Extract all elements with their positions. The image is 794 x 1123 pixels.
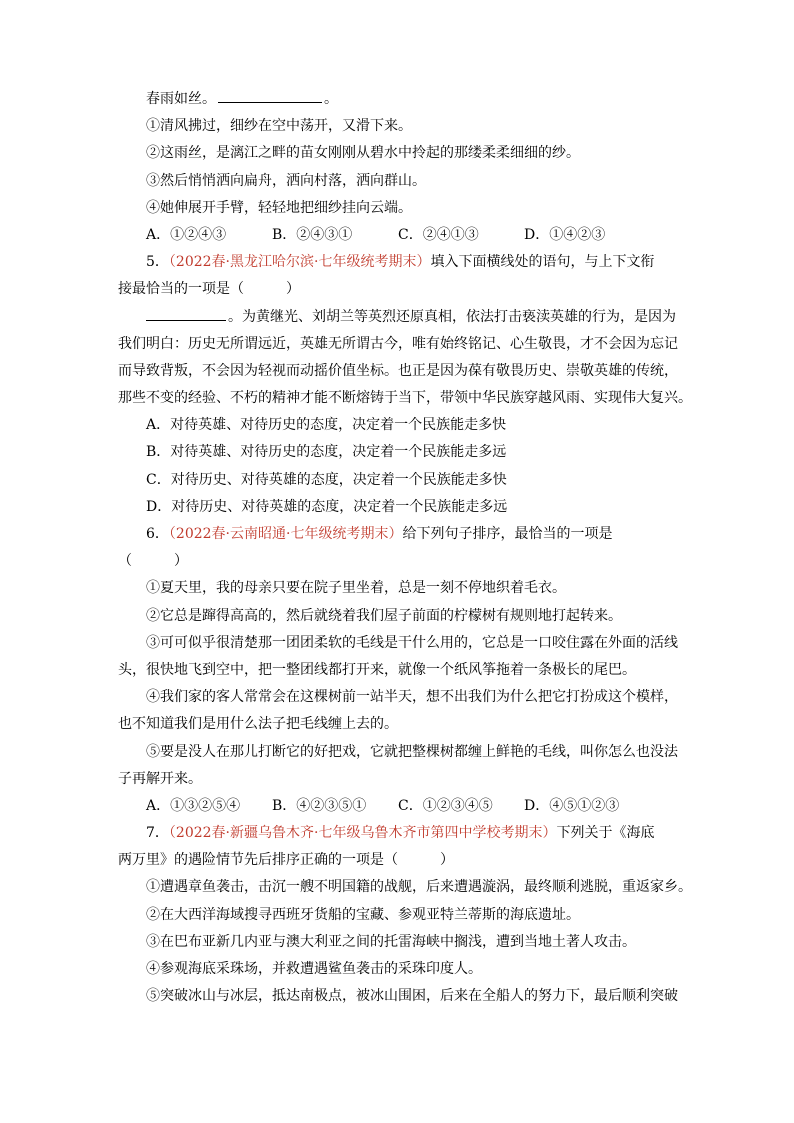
q7-line-1: ①遭遇章鱼袭击，击沉一艘不明国籍的战舰，后来遭遇漩涡，最终顺利逃脱，重返家乡。 — [146, 879, 692, 896]
q6-line-5: ④我们家的客人常常会在这棵树前一站半天，想不出我们为什么把它打扮成这个模样， — [146, 689, 678, 706]
q7-prompt-cont: 两万里》的遇险情节先后排序正确的一项是（ ） — [118, 852, 454, 869]
q6-line-8: 子再解开来。 — [118, 770, 202, 787]
answer-blank — [218, 87, 322, 103]
q6-option-a: A．①③②⑤④ — [146, 797, 241, 814]
q5-passage-1: 。为黄继光、刘胡兰等英烈还原真相，依法打击亵渎英雄的行为，是因为 — [118, 304, 684, 331]
q4-sentence-1: ①清风拂过，细纱在空中荡开，又滑下来。 — [146, 118, 412, 135]
q4-option-d: D．①④②③ — [524, 226, 606, 243]
answer-blank — [146, 305, 226, 321]
q4-options — [118, 222, 684, 249]
q4-sentence-4: ④她伸展开手臂，轻轻地把细纱挂向云端。 — [146, 199, 412, 216]
q6-option-b: B．④②③⑤① — [272, 797, 367, 814]
q6-line-1: ①夏天里，我的母亲只要在院子里坐着，总是一刻不停地织着毛衣。 — [146, 580, 566, 597]
q5-passage-3: 而导致背叛，不会因为轻视而动摇价值坐标。也正是因为葆有敬畏历史、崇敬英雄的传统， — [118, 362, 678, 379]
document-page — [118, 86, 692, 1010]
q4-option-a: A．①②④③ — [146, 226, 227, 243]
q6-line-7: ⑤要是没人在那儿打断它的好把戏，它就把整棵树都缠上鲜艳的毛线，叫你怎么也没法 — [146, 743, 678, 760]
q5-header: 5．（2022春·黑龙江哈尔滨·七年级统考期末）填入下面横线处的语句，与上下文衔 — [146, 254, 655, 271]
q7-line-4: ④参观海底采珠场，并救遭遇鲨鱼袭击的采珠印度人。 — [146, 961, 482, 977]
q7-line-2: ②在大西洋海域搜寻西班牙货船的宝藏、参观亚特兰蒂斯的海底遗址。 — [146, 906, 580, 923]
q5-passage-4: 那些不变的经验、不朽的精神才能不断熔铸于当下，带领中华民族穿越风雨、实现伟大复兴。 — [118, 390, 692, 407]
q5-source: （2022春·黑龙江哈尔滨·七年级统考期末） — [168, 254, 431, 271]
q5-option-b: B．对待英雄、对待历史的态度，决定着一个民族能走多远 — [146, 444, 507, 461]
q6-line-2: ②它总是蹿得高高的，然后就绕着我们屋子前面的柠檬树有规则地打起转来。 — [146, 607, 622, 624]
q6-source: （2022春·云南昭通·七年级统考期末） — [168, 526, 403, 542]
q7-line-5: ⑤突破冰山与冰层，抵达南极点，被冰山围困，后来在全船人的努力下，最后顺利突破 — [146, 988, 678, 1005]
q6-option-c: C．①②③④⑤ — [398, 797, 493, 814]
q6-line-4: 头，很快地飞到空中，把一整团线都打开来，就像一个纸风筝拖着一条极长的尾巴。 — [118, 661, 636, 678]
q4-option-c: C．②④①③ — [398, 226, 479, 243]
q4-stem: 春雨如丝。 。 — [118, 86, 684, 113]
q5-option-a: A．对待英雄、对待历史的态度，决定着一个民族能走多快 — [146, 417, 507, 434]
q4-sentence-3: ③然后悄悄洒向扁舟，洒向村落，洒向群山。 — [146, 172, 426, 189]
q7-source: （2022春·新疆乌鲁木齐·七年级乌鲁木齐市第四中学校考期末） — [168, 825, 557, 842]
q7-line-3: ③在巴布亚新几内亚与澳大利亚之间的托雷海峡中搁浅，遭到当地土著人攻击。 — [146, 933, 636, 950]
q6-line-6: 也不知道我们是用什么法子把毛线缠上去的。 — [118, 716, 398, 733]
q6-option-d: D．④⑤①②③ — [524, 797, 620, 814]
q4-sentence-2: ②这雨丝，是漓江之畔的苗女刚刚从碧水中拎起的那缕柔柔细细的纱。 — [146, 145, 580, 162]
q5-prompt-cont: 接最恰当的一项是（ ） — [118, 281, 300, 298]
q5-option-c: C．对待历史、对待英雄的态度，决定着一个民族能走多快 — [146, 471, 507, 488]
q6-line-3: ③可可似乎很清楚那一团团柔软的毛线是干什么用的，它总是一口咬住露在外面的活线 — [146, 634, 678, 651]
q6-options — [118, 793, 684, 820]
q5-passage-2: 我们明白：历史无所谓远近，英雄无所谓古今，唯有始终铭记、心生敬畏，才不会因为忘记 — [118, 335, 678, 352]
q4-option-b: B．②④③① — [272, 226, 353, 243]
q6-header: 6．（2022春·云南昭通·七年级统考期末）给下列句子排序，最恰当的一项是 — [146, 526, 613, 542]
q5-option-d: D．对待历史、对待英雄的态度，决定着一个民族能走多远 — [146, 498, 508, 515]
q7-header: 7．（2022春·新疆乌鲁木齐·七年级乌鲁木齐市第四中学校考期末）下列关于《海底 — [146, 825, 655, 842]
q6-prompt-cont: （ ） — [118, 553, 188, 570]
